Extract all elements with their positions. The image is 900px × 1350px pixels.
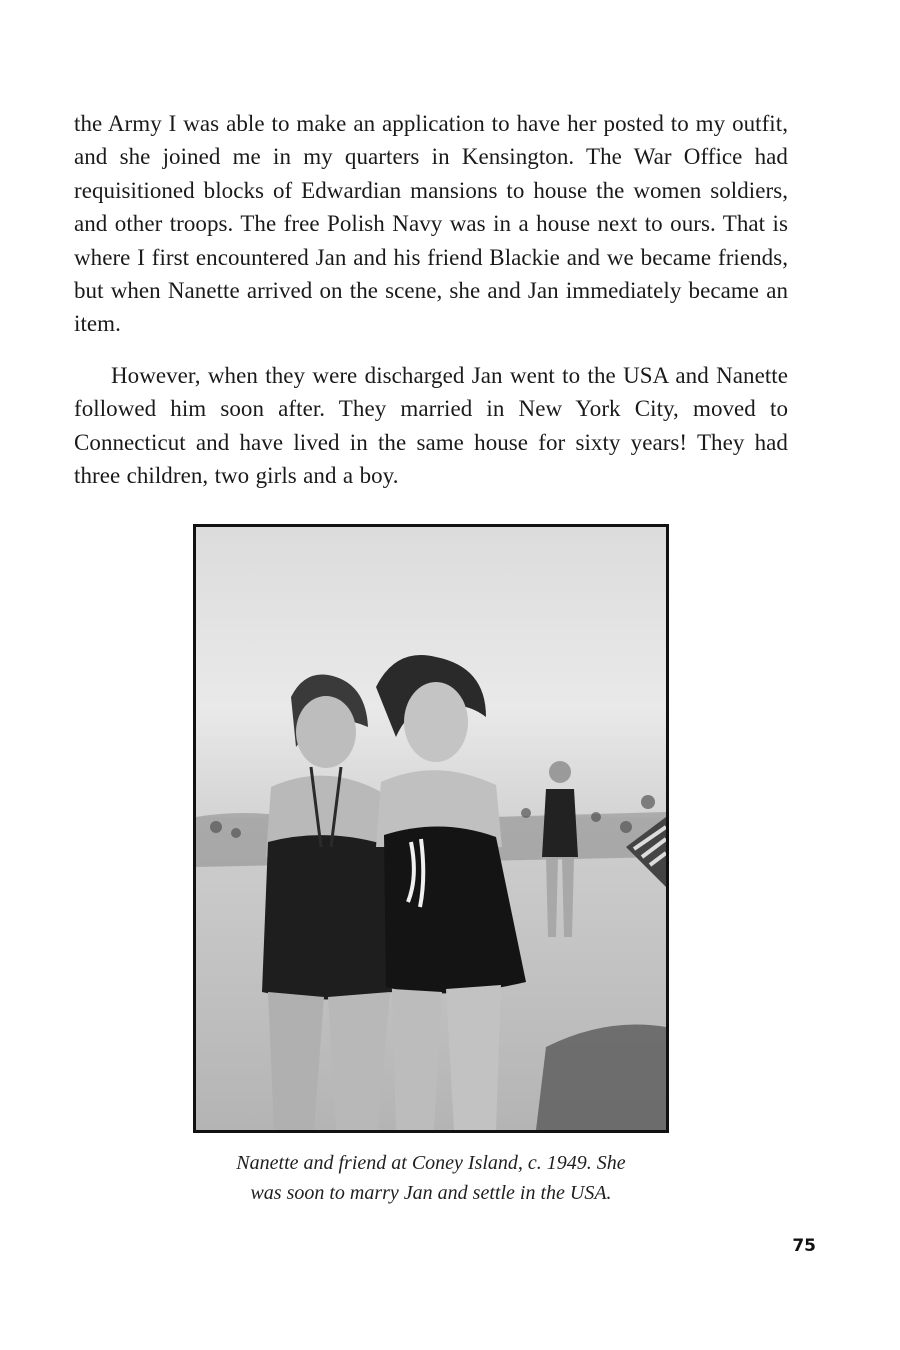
- caption-line: was soon to marry Jan and settle in the USA.: [250, 1182, 612, 1204]
- photo-illustration: [196, 527, 666, 1130]
- caption-line: Nanette and friend at Coney Island, c. 1949. She: [236, 1152, 626, 1174]
- paragraph: However, when they were discharged Jan went to the USA and Nanette followed him soon after. They married in New York City, moved to Connecticut and have lived in the same house for sixty years! They had three children, two girls and a boy.: [74, 362, 788, 489]
- paragraph: the Army I was able to make an application to have her posted to my outfit, and she joined me in my quarters in Kensington. The War Office had requisitioned blocks of Edwardian mansions to house the women soldiers, and other troops. The free Polish Navy was in a house next to ours. That is where I first encountered Jan and his friend Blackie and we became friends, but when Nanette arrived on the scene, she and Jan immediately became an item.: [74, 111, 788, 337]
- body-text: [74, 107, 788, 492]
- photo-caption: [150, 1148, 712, 1208]
- page-number: 75: [792, 1236, 816, 1256]
- beach-photograph: [193, 524, 669, 1133]
